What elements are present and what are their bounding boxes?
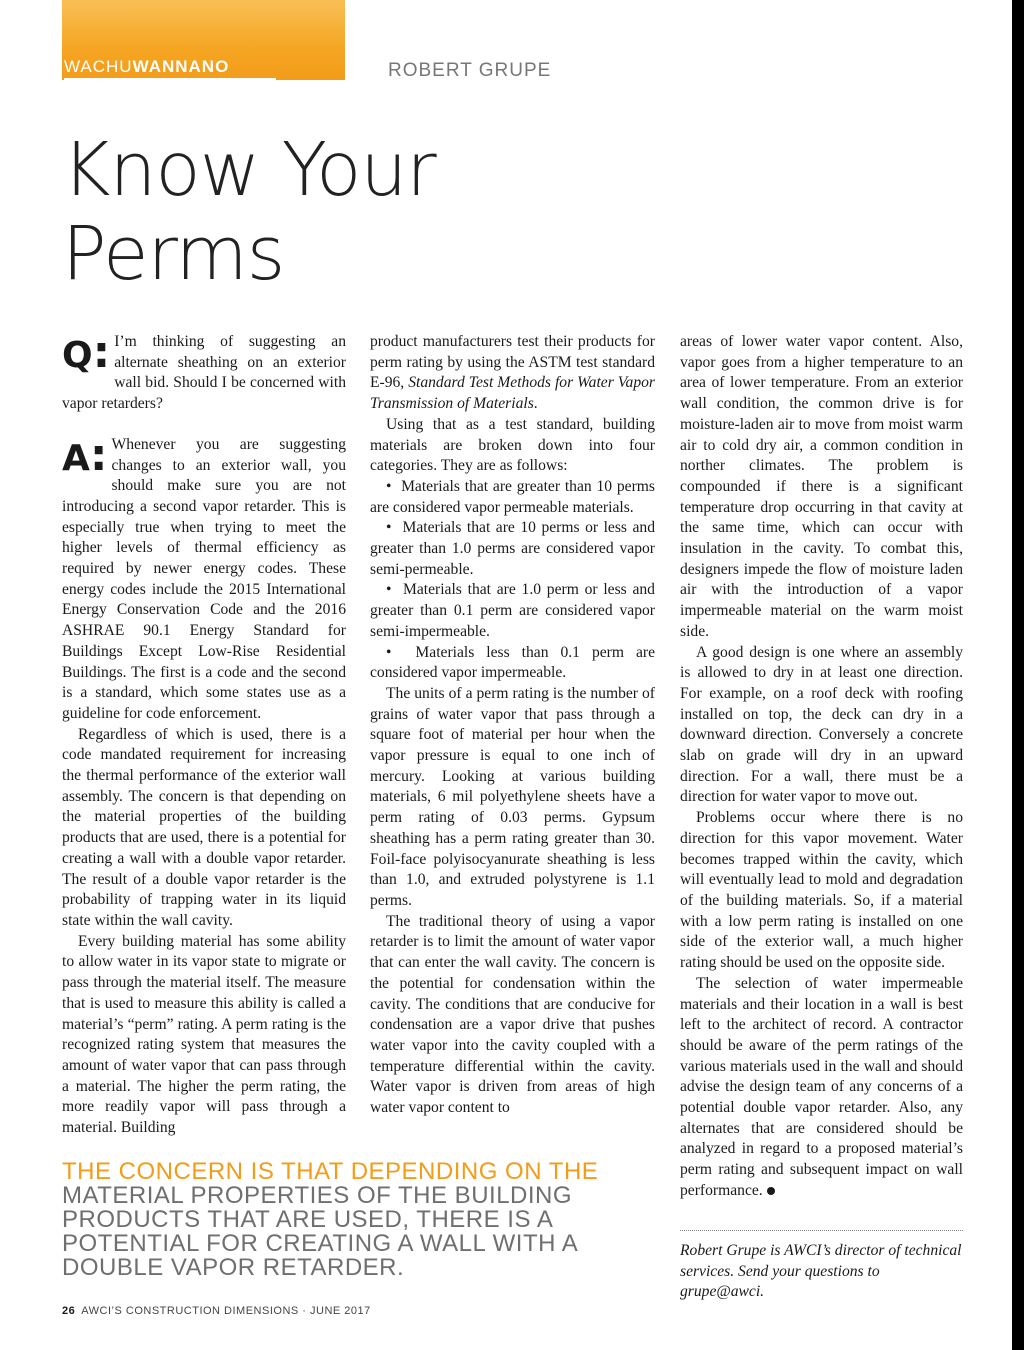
headline-line-2: Perms (62, 211, 285, 297)
question-letter: Q: (62, 327, 111, 378)
column-name (64, 57, 229, 77)
question-text: I’m thinking of suggesting an alternate sheathing on an exterior wall bid. Should I be concerned with vapor retarders? (62, 333, 346, 413)
column-tab (62, 0, 345, 80)
body-paragraph: Every building material has some ability to allow water in its vapor state to migrate or pass through the material itself. The measure that is used to measure this ability is called a material’s “perm” rating. A perm rating is the recognized rating system that measures the amount of water vapor that can pass through a material. The higher the perm rating, the more readily vapor will pass through a material. Building (62, 932, 346, 1137)
answer-block (62, 429, 346, 725)
question-block (62, 327, 346, 415)
headline-line-1: Know Your (62, 127, 436, 213)
body-paragraph: The units of a perm rating is the number of grains of water vapor that pass through a square foot of material per hour when the vapor pressure is equal to one inch of mercury. Looking at various building materials, 6 mil polyethylene sheets have a perm rating of 0.03 perms. Gypsum sheathing has a perm rating greater than 30. Foil-face polyisocyanurate sheathing is less than 1.0, and extruded polystyrene is 1.1 perms. (370, 684, 655, 909)
intro-end: . (533, 395, 538, 413)
column-underline (64, 78, 276, 80)
author-byline: ROBERT GRUPE (388, 60, 552, 81)
body-paragraph: The traditional theory of using a vapor retarder is to limit the amount of water vapor that can enter the wall cavity. The concern is the potential for condensation within the cavity. The conditions that are conducive for condensation are a vapor drive that pushes water vapor into the cavity coupled with a temperature differential within the cavity. Water vapor is driven from areas of high water vapor content to (370, 912, 655, 1117)
body-paragraph (370, 332, 655, 415)
end-mark-icon (767, 1187, 775, 1195)
pull-quote (62, 1160, 622, 1280)
page-footer (62, 1305, 371, 1317)
closing-paragraph-text: The selection of water impermeable materials and their location in a wall is best left to the architect of record. A contractor should be aware of the perm ratings of the various materials used in the wall and should advise the design team of any concerns of a potential double vapor retarder. Also, any alternates that are considered should be analyzed in regard to a proposed material’s perm rating and subsequent impact on wall performance. (680, 974, 963, 1199)
bullet-item: • Materials that are 1.0 perm or less and greater than 0.1 perm are considered vapor semi-impermeable. (370, 581, 655, 640)
author-bio: Robert Grupe is AWCI’s director of technical services. Send your questions to grupe@awci. (680, 1242, 962, 1301)
column-2 (370, 332, 655, 1119)
standard-title: Standard Test Methods for Water Vapor Transmission of Materials (370, 374, 656, 413)
column-name-prefix: WACHU (64, 57, 133, 76)
intro-text: product manufacturers test their products for perm rating by using the ASTM test standard E-96, (370, 333, 655, 392)
body-paragraph: A good design is one where an assembly is allowed to dry in at least one direction. For example, on a roof deck with roofing installed on top, the deck can dry in a downward direction. Conversely a concrete slab on grade will dry in an upward direction. For a wall, there must be a direction for water vapor to move out. (680, 643, 963, 806)
column-1 (62, 327, 346, 1139)
bullet-item: • Materials that are 10 perms or less and greater than 1.0 perms are considered vapor semi-permeable. (370, 519, 655, 578)
bullet-text: Materials that are 1.0 perm or less and greater than 0.1 perm are considered vapor semi-impermeable. (370, 581, 655, 640)
pull-quote-text: MATERIAL PROPERTIES OF THE BUILDING PRODUCTS THAT ARE USED, THERE IS A POTENTIAL FOR CREATING A WALL WITH A DOUBLE VAPOR RETARDER. (62, 1182, 577, 1281)
page-edge-bar (1012, 0, 1024, 1350)
question-letter-text: Q (62, 335, 93, 376)
answer-text: Whenever you are suggesting changes to an exterior wall, you should make sure you are not introducing a second vapor retarder. This is especially true when trying to meet the higher levels of thermal efficiency as required by newer energy codes. These energy codes include the 2015 International Energy Conservation Code and the 2016 ASHRAE 90.1 Energy Standard for Buildings Except Low-Rise Residential Buildings. The first is a code and the second is a standard, which some states use as a guideline for code enforcement. (62, 435, 346, 722)
body-paragraph: Regardless of which is used, there is a code mandated requirement for increasing the thermal performance of the exterior wall assembly. The concern is that depending on the material properties of the building products that are used, there is a potential for creating a wall with a double vapor retarder. The result of a double vapor retarder is the probability of trapping water in its liquid state within the wall cavity. (62, 725, 346, 929)
bullet-item: • Materials less than 0.1 perm are considered vapor impermeable. (370, 643, 655, 682)
page-number: 26 (62, 1305, 76, 1317)
answer-letter-text: A (62, 437, 90, 479)
bullet-text: Materials that are greater than 10 perms are considered vapor permeable materials. (370, 477, 655, 516)
body-paragraph: Problems occur where there is no direction for this vapor movement. Water becomes trapped within the cavity, which will eventually lead to mold and degradation of the building materials. So, if a material with a low perm rating is installed on one side of the exterior wall, a much higher rating should be used on the opposite side. (680, 809, 963, 972)
column-name-suffix: WANNANO (132, 57, 230, 76)
answer-letter: A: (62, 429, 108, 481)
body-paragraph: Using that as a test standard, building materials are broken down into four categories. They are as follows: (370, 415, 655, 475)
publication-info: AWCI’S CONSTRUCTION DIMENSIONS · JUNE 2017 (81, 1305, 371, 1317)
bullet-item: • Materials that are greater than 10 perms are considered vapor permeable materials. (370, 477, 655, 516)
bullet-text: Materials that are 10 perms or less and greater than 1.0 perms are considered vapor semi-permeable. (370, 519, 655, 578)
column-3 (680, 332, 963, 1202)
bio-divider (680, 1230, 963, 1231)
pull-quote-highlight: THE CONCERN IS THAT DEPENDING ON THE (62, 1158, 599, 1185)
body-paragraph (680, 974, 963, 1202)
body-paragraph: areas of lower water vapor content. Also, vapor goes from a higher temperature to an area of lower temperature. From an exterior wall condition, the common drive is for moisture-laden air to move from moist warm air to cold dry air, a common condition in norther climates. The problem is compounded if there is a significant temperature drop occurring in that cavity at the same time, which can occur with insulation in the cavity. To combat this, designers impede the flow of moisture laden air with the introduction of a vapor impermeable material on the warm moist side. (680, 333, 963, 640)
article-headline (62, 128, 662, 296)
bullet-text: Materials less than 0.1 perm are considered vapor impermeable. (370, 643, 655, 682)
